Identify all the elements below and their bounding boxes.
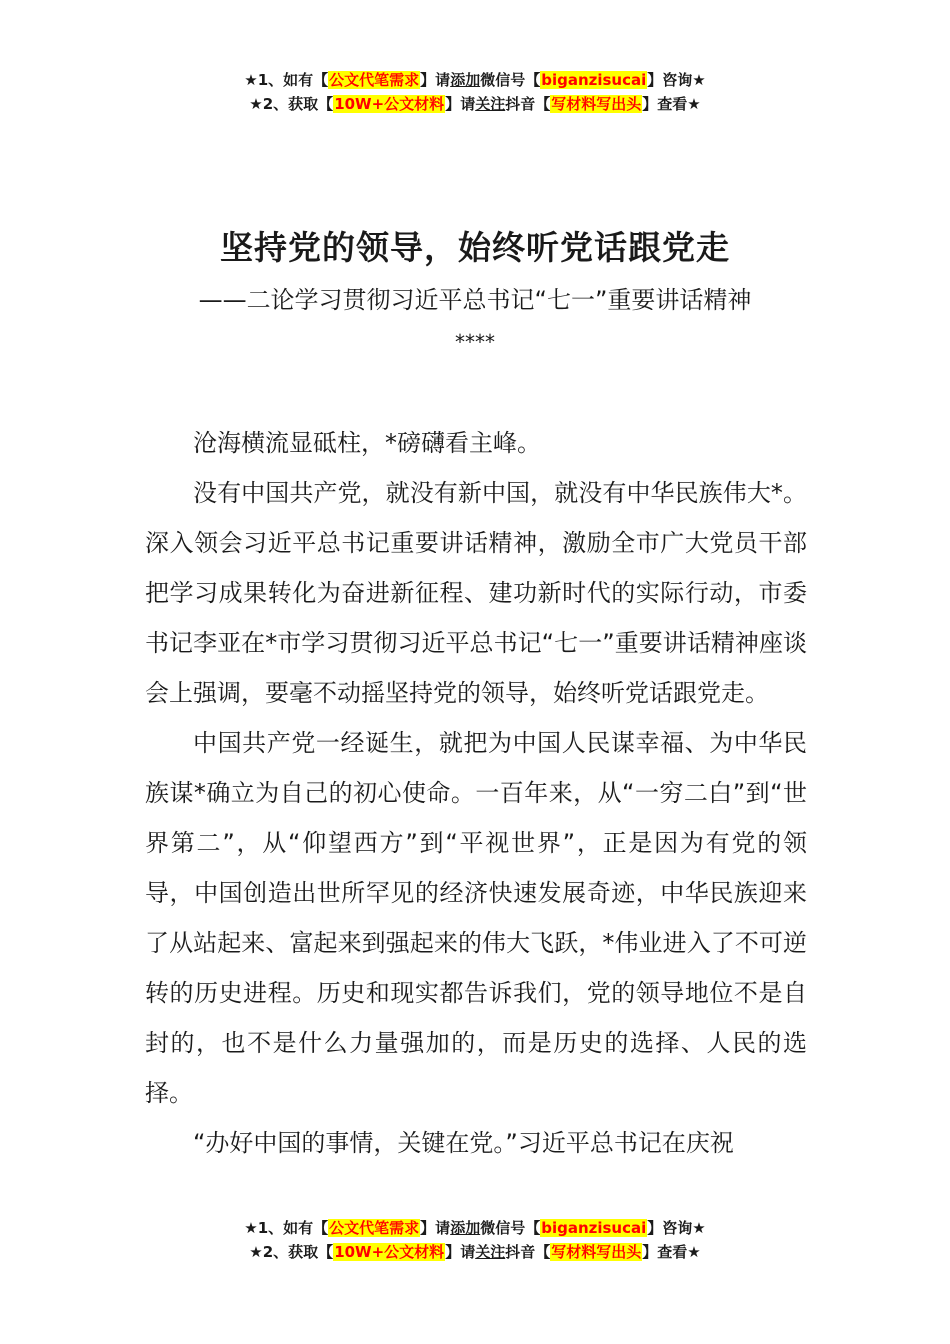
banner-highlight: biganzisucai xyxy=(541,71,647,89)
banner-line-1 xyxy=(0,1216,950,1240)
banner-text: ★2、获取【 xyxy=(249,1243,334,1261)
banner-highlight: 公文代笔需求 xyxy=(329,1219,420,1237)
banner-underlined-text: 添加 xyxy=(450,1219,481,1237)
banner-highlight: biganzisucai xyxy=(541,1219,647,1237)
document-title: 坚持党的领导，始终听党话跟党走 xyxy=(220,228,730,267)
footer-banner xyxy=(0,1216,950,1264)
banner-text: 微信号【 xyxy=(480,71,541,89)
banner-text: 】请 xyxy=(420,71,451,89)
banner-underlined-text: 关注 xyxy=(475,1243,506,1261)
banner-text: 抖音【 xyxy=(505,1243,551,1261)
banner-text: 】请 xyxy=(445,1243,476,1261)
banner-text: 】查看★ xyxy=(642,95,701,113)
banner-text: 抖音【 xyxy=(505,95,551,113)
banner-highlight: 公文代笔需求 xyxy=(329,71,420,89)
banner-text: 】查看★ xyxy=(642,1243,701,1261)
document-subtitle: ——二论学习贯彻习近平总书记“七一”重要讲话精神 xyxy=(198,286,752,314)
banner-highlight: 写材料写出头 xyxy=(551,1243,642,1261)
banner-text: ★1、如有【 xyxy=(244,71,329,89)
document-body xyxy=(145,418,807,1168)
banner-text: ★1、如有【 xyxy=(244,1219,329,1237)
banner-text: 】请 xyxy=(420,1219,451,1237)
banner-highlight: 写材料写出头 xyxy=(551,95,642,113)
banner-text: 】咨询★ xyxy=(647,71,706,89)
banner-text: 】请 xyxy=(445,95,476,113)
banner-highlight: 10W+公文材料 xyxy=(334,1243,445,1261)
banner-underlined-text: 关注 xyxy=(475,95,506,113)
banner-text: ★2、获取【 xyxy=(249,95,334,113)
body-paragraph: 没有中国共产党，就没有新中国，就没有中华民族伟大*。深入领会习近平总书记重要讲话精神，激励全市广大党员干部把学习成果转化为奋进新征程、建功新时代的实际行动，市委书记李亚在*市学习贯彻习近平总书记“七一”重要讲话精神座谈会上强调，要毫不动摇坚持党的领导，始终听党话跟党走。 xyxy=(145,479,807,707)
body-paragraph: 沧海横流显砥柱，*磅礴看主峰。 xyxy=(193,429,541,457)
banner-line-2 xyxy=(0,92,950,116)
banner-line-2 xyxy=(0,1240,950,1264)
banner-underlined-text: 添加 xyxy=(450,71,481,89)
body-paragraph: “办好中国的事情，关键在党。”习近平总书记在庆祝 xyxy=(193,1129,734,1157)
banner-highlight: 10W+公文材料 xyxy=(334,95,445,113)
banner-line-1 xyxy=(0,68,950,92)
banner-text: 微信号【 xyxy=(480,1219,541,1237)
body-paragraph: 中国共产党一经诞生，就把为中国人民谋幸福、为中华民族谋*确立为自己的初心使命。一百年来，从“一穷二白”到“世界第二”，从“仰望西方”到“平视世界”，正是因为有党的领导，中国创造出世所罕见的经济快速发展奇迹，中华民族迎来了从站起来、富起来到强起来的伟大飞跃，*伟业进入了不可逆转的历史进程。历史和现实都告诉我们，党的领导地位不是自封的，也不是什么力量强加的，而是历史的选择、人民的选择。 xyxy=(145,729,807,1107)
banner-text: 】咨询★ xyxy=(647,1219,706,1237)
header-banner xyxy=(0,68,950,116)
document-author: **** xyxy=(455,330,495,354)
